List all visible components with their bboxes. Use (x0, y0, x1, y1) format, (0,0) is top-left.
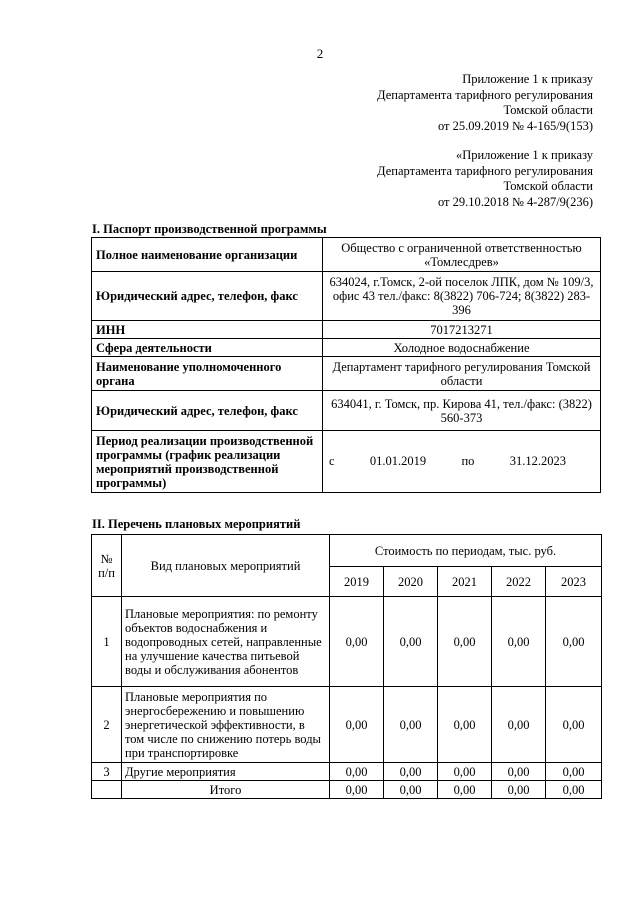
page-number: 2 (316, 46, 324, 61)
row-num: 2 (92, 687, 122, 763)
period-label: Период реализации производственной программы (график реализации мероприятий производственной программы) (92, 431, 323, 493)
header-kind: Вид плановых мероприятий (122, 535, 330, 597)
appendix-line: «Приложение 1 к приказу (455, 148, 593, 162)
header-year: 2020 (384, 567, 438, 597)
table-row (92, 357, 601, 391)
activities-table (91, 534, 602, 799)
table-row (92, 321, 601, 339)
table-row (92, 272, 601, 321)
header-year: 2019 (330, 567, 384, 597)
row-value: 0,00 (492, 597, 546, 687)
table-row (92, 339, 601, 357)
row-value: 0,00 (492, 763, 546, 781)
row-value: 0,00 (438, 763, 492, 781)
row-label: Наименование уполномоченного органа (92, 357, 323, 391)
row-value: 0,00 (330, 687, 384, 763)
total-value: 0,00 (384, 781, 438, 799)
period-value (323, 431, 601, 493)
row-value: 0,00 (384, 597, 438, 687)
row-desc: Другие мероприятия (122, 763, 330, 781)
row-value: 7017213271 (323, 321, 601, 339)
table-row (92, 687, 602, 763)
row-value: Холодное водоснабжение (323, 339, 601, 357)
appendix-line: Томской области (503, 103, 593, 117)
total-value: 0,00 (330, 781, 384, 799)
section-2-title: II. Перечень плановых мероприятий (92, 517, 301, 531)
section-1-title: I. Паспорт производственной программы (92, 222, 327, 236)
row-label: Полное наименование организации (92, 238, 323, 272)
row-num: 1 (92, 597, 122, 687)
header-row (92, 535, 602, 567)
row-desc: Плановые мероприятия: по ремонту объектов водоснабжения и водопроводных сетей, направленные на улучшение качества питьевой воды и обслуживания абонентов (122, 597, 330, 687)
period-to-date: 31.12.2023 (509, 454, 566, 468)
total-num-empty (92, 781, 122, 799)
row-label: ИНН (92, 321, 323, 339)
appendix-line: Департамента тарифного регулирования (377, 163, 593, 178)
appendix-line: Приложение 1 к приказу (462, 72, 593, 86)
row-value: 0,00 (546, 597, 602, 687)
row-value: 0,00 (384, 687, 438, 763)
header-cost: Стоимость по периодам, тыс. руб. (330, 535, 602, 567)
row-value: 634041, г. Томск, пр. Кирова 41, тел./факс: (3822) 560-373 (323, 391, 601, 431)
table-row (92, 238, 601, 272)
table-row (92, 597, 602, 687)
total-value: 0,00 (492, 781, 546, 799)
appendix-line: от 25.09.2019 № 4-165/9(153) (437, 118, 593, 133)
header-year: 2022 (492, 567, 546, 597)
row-num: 3 (92, 763, 122, 781)
row-value: Департамент тарифного регулирования Томской области (323, 357, 601, 391)
table-row (92, 431, 601, 493)
table-row (92, 391, 601, 431)
row-value: 0,00 (330, 763, 384, 781)
row-label: Юридический адрес, телефон, факс (92, 272, 323, 321)
row-value: Общество с ограниченной ответственностью «Томлесдрев» (323, 238, 601, 272)
total-label: Итого (122, 781, 330, 799)
row-value: 634024, г.Томск, 2-ой поселок ЛПК, дом № 109/3, офис 43 тел./факс: 8(3822) 706-724; 8(3822) 283-396 (323, 272, 601, 321)
period-from-date: 01.01.2019 (369, 454, 427, 468)
header-num: № п/п (92, 535, 122, 597)
table-row (92, 763, 602, 781)
row-value: 0,00 (384, 763, 438, 781)
row-value: 0,00 (438, 597, 492, 687)
passport-table (91, 237, 601, 493)
total-value: 0,00 (438, 781, 492, 799)
header-year: 2023 (546, 567, 602, 597)
total-value: 0,00 (546, 781, 602, 799)
appendix-line: Департамента тарифного регулирования (377, 87, 593, 102)
row-value: 0,00 (330, 597, 384, 687)
total-row (92, 781, 602, 799)
appendix-line: от 29.10.2018 № 4-287/9(236) (437, 194, 593, 209)
header-year: 2021 (438, 567, 492, 597)
row-desc: Плановые мероприятия по энергосбережению и повышению энергетической эффективности, в том числе по снижению потерь воды при транспортировке (122, 687, 330, 763)
period-from-word: с (329, 454, 335, 468)
appendix-reference-current (377, 72, 593, 134)
period-to-word: по (461, 454, 475, 468)
row-label: Сфера деятельности (92, 339, 323, 357)
row-value: 0,00 (546, 763, 602, 781)
row-label: Юридический адрес, телефон, факс (92, 391, 323, 431)
row-value: 0,00 (438, 687, 492, 763)
row-value: 0,00 (492, 687, 546, 763)
appendix-line: Томской области (503, 179, 593, 193)
row-value: 0,00 (546, 687, 602, 763)
appendix-reference-original (377, 148, 593, 210)
